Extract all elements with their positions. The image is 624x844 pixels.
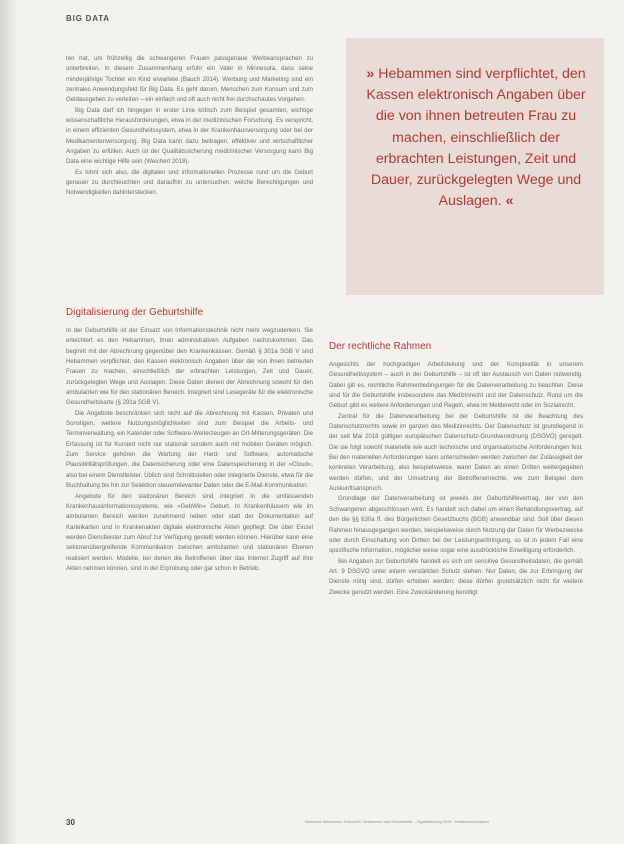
quote-close-mark: « <box>505 193 514 210</box>
quote-open-mark: » <box>366 66 375 82</box>
left-column-top <box>66 54 313 199</box>
body-paragraph: Angesichts der hochgradigen Arbeitsteilung und der Komplexität in unserem Gesundheitssystem – auch in der Geburtshilfe – ist oft der Austausch von Daten notwendig. Dabei gilt es, rechtliche Rahmenbedingungen für die Datenverarbeitung zu beachten. Diese sind für die Geburtshilfe insbesondere das Medizinrecht und der Datenschutz. Rund um die Geburt gibt es weitere Anforderungen und Regeln, etwa im Melderecht oder im Sozialrecht. <box>329 361 583 410</box>
section-heading-rechtlicher-rahmen: Der rechtliche Rahmen <box>329 341 432 352</box>
left-column-bottom <box>66 326 313 574</box>
running-head: BIG DATA <box>66 14 110 23</box>
body-paragraph: Grundlage der Datenverarbeitung ist jeweils der Geburtshilfevertrag, der von den Schwangeren abgeschlossen wird. Es handelt sich dabei um einen Behandlungsvertrag, auf den die §§ 630a ff. des Bürgerlichen Gesetzbuchs (BGB) anwendbar sind. Soll über diesen Rahmen hinausgegangen werden, beispielsweise durch Nutzung der Daten für Werbezwecke oder durch Einschaltung von Dritten bei der Leistungserbringung, so ist in jedem Fall eine spezifische Information, möglicher weise sogar eine ausdrückliche Einwilligung erforderlich. <box>329 495 583 555</box>
body-paragraph: Zentral für die Datenverarbeitung bei der Geburtshilfe ist die Beachtung des Datenschutzrechts sowie im ganzen des Medizinrechts. Der Datenschutz ist grundlegend in der seit Mai 2018 gültigen europäischen Datenschutz-Grundverordnung (DSGVO) geregelt. Die sie folgt sowohl materielle wie auch technische und organisatorische Anforderungen fest. Bei den materiellen Anforderungen kann unterschieden werden zwischen der Zulässigkeit der konkreten Verarbeitung, also beispielsweise, wann Daten an einen Dritten weitergegeben werden dürfen, und der Umsetzung der Betroffenenrechte, wie zum Beispiel dem Auskunftsanspruch. <box>329 412 583 493</box>
body-paragraph: ten hat, um frühzeitig die schwangeren Frauen passgenaue Werbeansprachen zu unterbreiten. In diesem Zusammenhang erfuhr ein Vater in Minnesota, dass seine minderjährige Tochter ein Kind erwartete (Bauch 2014). Werbung und Marketing sind ein zentrales Anwendungsfeld für Big Data. Es geht darum, Menschen zum Konsum und zum Geldausgeben zu verleiten – ein einfach und oft auch nicht frei durchschautes Vorgehen. <box>66 55 313 104</box>
body-paragraph: In der Geburtshilfe ist der Einsatz von Informationstechnik nicht mehr wegzudenken. Sie erleichtert es den Hebammen, ihren administrativen Aufgaben nachzukommen. Das beginnt mit der Abrechnung gegenüber den Krankenkassen. Gemäß § 301a SGB V sind Hebammen verpflichtet, den Kassen elektronisch Angaben über die von ihnen betreuten Frauen zu machen, einschließlich der erbrachten Leistungen, Zeit und Dauer, zurückgelegten Wege und Auslagen. Diese Daten dienen der Abrechnung sowohl für den ambulanten wie für den stationären Bereich. Integriert sind Lesegeräte für die elektronische Gesundheitskarte (§ 291a SGB V). <box>66 327 313 407</box>
body-paragraph: Bei Angaben zur Geburtshilfe handelt es sich um sensitive Gesundheitsdaten, die gemäß Art. 9 DSGVO unter einem verstärkten Schutz stehen. Nur Daten, die zur Erbringung der Dienste nötig sind, dürfen erhoben werden; diese dürfen grundsätzlich nicht für weitere Zwecke genutzt werden. Eine Zweckänderung benötigt <box>329 557 583 596</box>
right-column <box>329 360 583 598</box>
section-heading-digitalisierung: Digitalisierung der Geburtshilfe <box>66 307 204 318</box>
body-paragraph: Big Data darf ich hingegen in erster Linie kritisch zum Beispiel gesamten, wichtige wissenschaftliche Herausforderungen, etwa in der medizinischen Forschung. Es verspricht, in einem effizienten Gesundheitssystem, etwa in der Krankenhausversorgung oder bei der Medikamentenversorgung. Big Data kann dazu beitragen, effektiver und wirtschaftlicher Angaben zu erfüllen. Auch ist der Qualitätssicherung medizinischer Versorgung kann Big Data eine wichtige Hilfe sein (Weichert 2018). <box>66 106 313 166</box>
body-paragraph: Es lohnt sich also, die digitalen und informationellen Prozesse rund um die Geburt genauer zu durchleuchten und daraufhin zu untersuchen, welche Berechtigungen und Notwendigkeiten dahinterstecken. <box>66 168 313 197</box>
body-paragraph: Die Angebote beschränken sich nicht auf die Abrechnung mit Kassen, Privaten und Sonstigen, weitere Nutzungsmöglichkeiten sind zum Beispiel die Arbeits- und Terminverwaltung, ein Kalender oder Software-Weiterzeugen an Ort-Mitterungsgeräten. Die Erfassung ist für Kursiert nicht nur stationär sondern auch mit mobilen Geräten möglich. Zum Service gehören die Wartung der Hard- und Software, automatische Plausibilitätsprüfungen, die Datensicherung oder eine Datenspeicherung in der »Cloud«, also bei einem Dienstleister. Üblich sind Schnittstellen oder integrierte Dienste, etwa für die Buchhaltung bis hin zur Selektion steuerrelevanter Daten oder die E-Mail-Kommunikation. <box>66 409 313 490</box>
pull-quote-text: Hebammen sind verpflichtet, den Kassen elektronisch Angaben über die von ihnen betreuten Frau zu machen, einschließlich der erbrachten Leistungen, Zeit und Dauer, zurückgelegten Wege und Auslagen. <box>366 66 586 210</box>
page-number: 30 <box>66 818 75 827</box>
body-paragraph: Angebote für den stationären Bereich sind integriert in die umfassenden Krankenhausinformationssysteme, wie »GebWin« Geburt. In Krankenhäusern wie im ambulanten Bereich werden zunehmend neben oder statt der Dokumentation auf Karteikarten und in Krankenakten digitale elektronische Akten gepflegt. Die über Einzel werden Dienstleister zum Abruf zur Verfügung gestellt werden können. Hierüber kann eine sektorenübergreifende Kommunikation zwischen ambulanten und stationären Ebenen realisiert werden. Modelle, bei denen die Betroffenen über das Internet Zugriff auf ihre Akten nehmen können, sind in der Erprobung oder gar schon in Betrieb. <box>66 492 313 572</box>
pull-quote <box>358 64 594 212</box>
footer-line: Deutsche Hebammen Zeitschrift, Hebammen und Geburtshilfe – Digitalisierung 2019 · Hebammenverband <box>305 820 489 824</box>
